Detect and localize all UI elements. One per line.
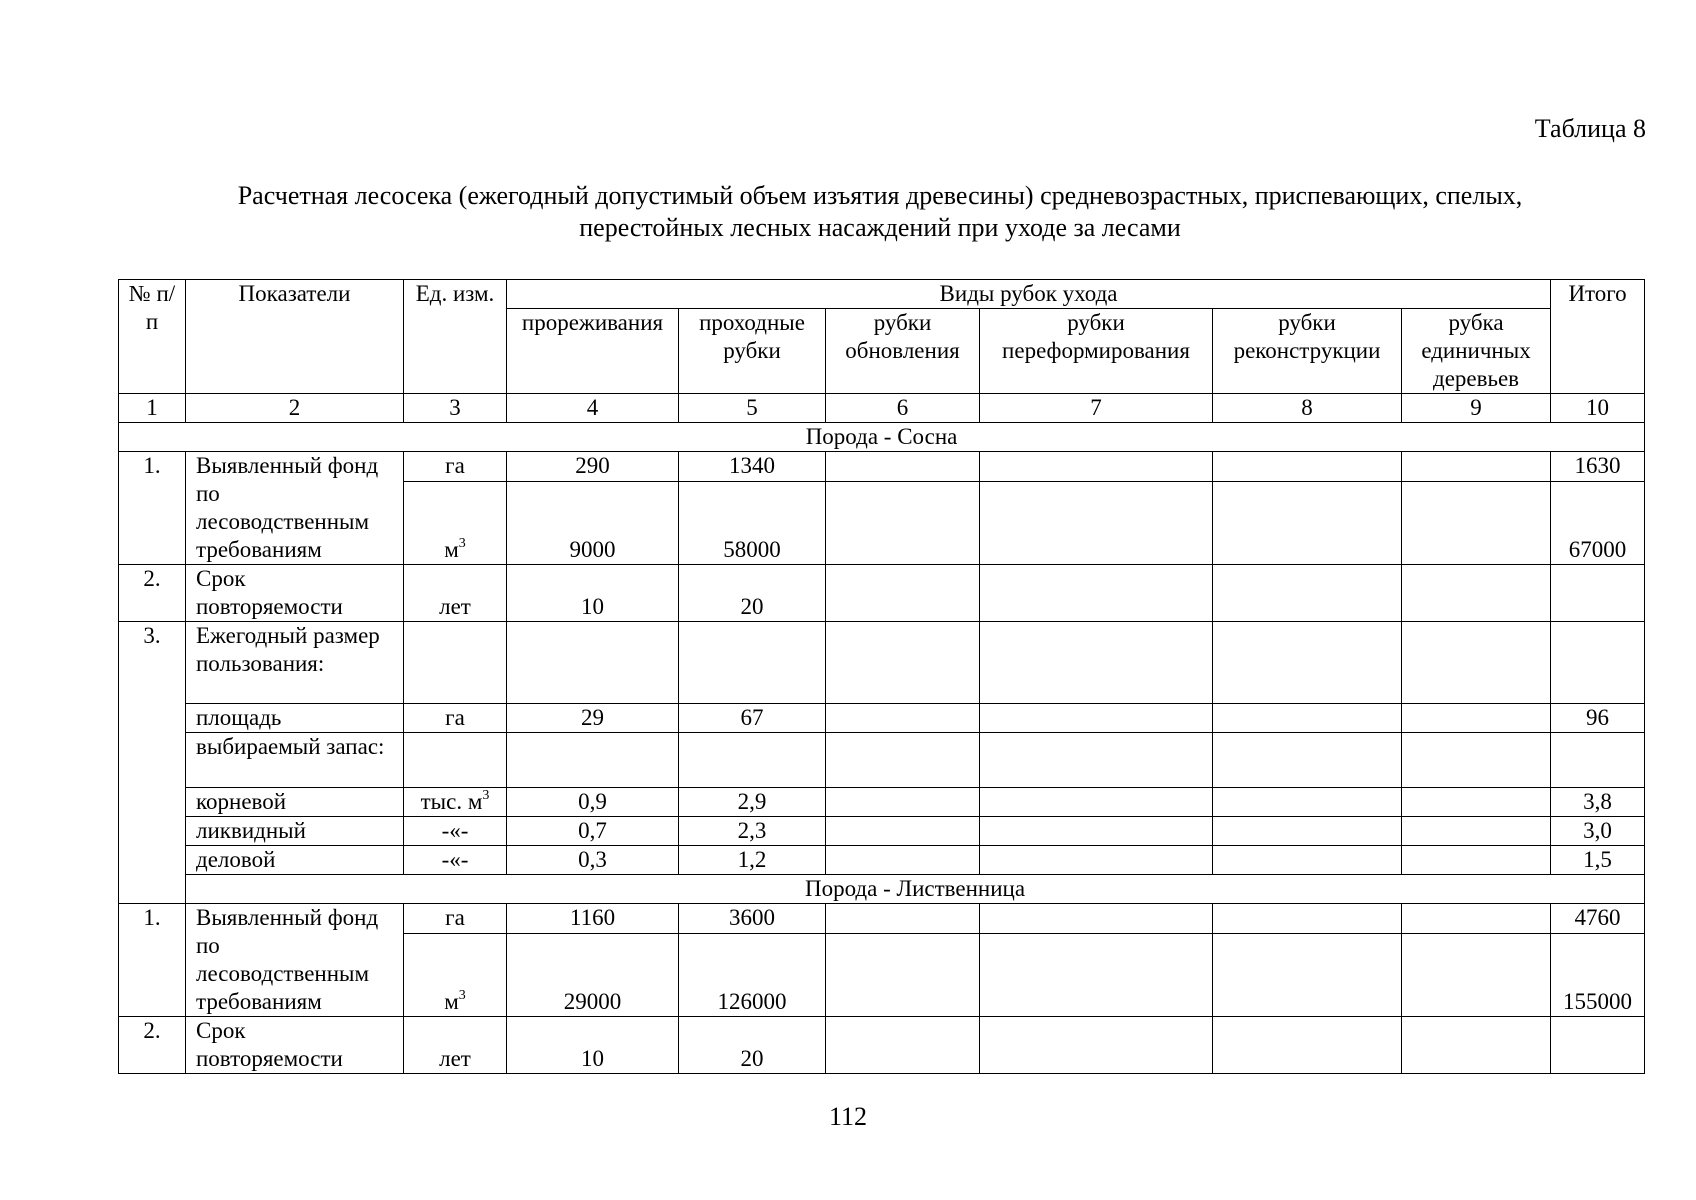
row-label: площадь — [186, 704, 404, 733]
cell-col-4: 9000 — [507, 482, 679, 565]
table-row — [119, 452, 1645, 482]
col-number: 3 — [404, 394, 507, 423]
cell-empty — [980, 482, 1213, 565]
cell-empty — [404, 622, 507, 704]
cell-col-5: 126000 — [679, 934, 826, 1017]
cell-empty — [1551, 733, 1645, 788]
header-num: № п/п — [119, 280, 186, 394]
header-col-8: рубки реконструкции — [1213, 309, 1402, 394]
cell-empty — [1551, 1017, 1645, 1074]
row-label: Выявленный фонд по лесоводственным требованиям — [186, 904, 404, 1017]
col-number: 2 — [186, 394, 404, 423]
cell-unit — [404, 934, 507, 1017]
unit-text: тыс. м — [420, 789, 483, 814]
cell-unit: -«- — [404, 846, 507, 875]
table-row — [119, 817, 1645, 846]
header-col-4: прореживания — [507, 309, 679, 394]
section-header-pine — [119, 423, 1645, 452]
header-col-6: рубки обновления — [826, 309, 980, 394]
cell-col-5: 3600 — [679, 904, 826, 934]
cell-empty — [1213, 1017, 1402, 1074]
cell-empty — [1213, 704, 1402, 733]
header-row-1 — [119, 280, 1645, 309]
cell-empty — [1402, 482, 1551, 565]
cell-col-5: 2,3 — [679, 817, 826, 846]
unit-superscript: 3 — [458, 536, 466, 551]
cell-unit — [404, 482, 507, 565]
cell-empty — [980, 704, 1213, 733]
cell-empty — [980, 934, 1213, 1017]
row-num: 3. — [119, 622, 186, 904]
table-row — [119, 733, 1645, 788]
cell-empty — [507, 733, 679, 788]
cutting-table — [118, 279, 1645, 1074]
cell-empty — [980, 452, 1213, 482]
cell-col-5: 67 — [679, 704, 826, 733]
cell-total: 3,0 — [1551, 817, 1645, 846]
cell-empty — [1402, 733, 1551, 788]
row-label: Выявленный фонд по лесоводственным требованиям — [186, 452, 404, 565]
table-label: Таблица 8 — [1534, 114, 1646, 143]
row-label: Ежегодный размер пользования: — [186, 622, 404, 704]
cell-empty — [1213, 733, 1402, 788]
cell-empty — [1402, 846, 1551, 875]
cell-empty — [1551, 622, 1645, 704]
cell-total: 1,5 — [1551, 846, 1645, 875]
cell-empty — [980, 817, 1213, 846]
cell-empty — [980, 788, 1213, 817]
header-group: Виды рубок ухода — [507, 280, 1551, 309]
cell-empty — [826, 846, 980, 875]
cell-empty — [1213, 452, 1402, 482]
cell-empty — [1213, 934, 1402, 1017]
cell-empty — [826, 452, 980, 482]
cell-empty — [1213, 788, 1402, 817]
cell-total: 96 — [1551, 704, 1645, 733]
header-unit: Ед. изм. — [404, 280, 507, 394]
cell-empty — [826, 934, 980, 1017]
row-num: 2. — [119, 1017, 186, 1074]
cell-col-4: 0,9 — [507, 788, 679, 817]
cell-empty — [1213, 622, 1402, 704]
cell-unit: лет — [404, 565, 507, 622]
cell-total: 1630 — [1551, 452, 1645, 482]
cell-empty — [1213, 565, 1402, 622]
cell-empty — [826, 733, 980, 788]
table-row — [119, 904, 1645, 934]
cell-empty — [1402, 817, 1551, 846]
cell-col-4: 10 — [507, 565, 679, 622]
cell-unit: лет — [404, 1017, 507, 1074]
cell-col-4: 10 — [507, 1017, 679, 1074]
section-title: Порода - Сосна — [119, 423, 1645, 452]
cell-empty — [1213, 817, 1402, 846]
cell-col-4: 1160 — [507, 904, 679, 934]
cell-empty — [826, 565, 980, 622]
row-label: корневой — [186, 788, 404, 817]
cell-empty — [679, 622, 826, 704]
cell-total: 4760 — [1551, 904, 1645, 934]
section-header-larch — [119, 875, 1645, 904]
cell-empty — [1402, 934, 1551, 1017]
cell-col-4: 0,3 — [507, 846, 679, 875]
unit-superscript: 3 — [458, 988, 466, 1003]
cell-col-4: 29 — [507, 704, 679, 733]
cell-empty — [1402, 904, 1551, 934]
cell-empty — [980, 846, 1213, 875]
table-row — [119, 788, 1645, 817]
row-num: 1. — [119, 452, 186, 565]
cell-empty — [1402, 788, 1551, 817]
cell-col-4: 0,7 — [507, 817, 679, 846]
cell-unit: -«- — [404, 817, 507, 846]
cell-empty — [1402, 565, 1551, 622]
table-row — [119, 622, 1645, 704]
col-number: 1 — [119, 394, 186, 423]
cell-col-5: 20 — [679, 1017, 826, 1074]
table-row — [119, 565, 1645, 622]
cell-empty — [826, 817, 980, 846]
row-label: Срок повторяемости — [186, 565, 404, 622]
header-col-9: рубка единичных деревьев — [1402, 309, 1551, 394]
col-number: 10 — [1551, 394, 1645, 423]
table-row — [119, 846, 1645, 875]
row-label: Срок повторяемости — [186, 1017, 404, 1074]
column-number-row — [119, 394, 1645, 423]
row-num: 1. — [119, 904, 186, 1017]
cell-unit: га — [404, 904, 507, 934]
row-label: выбираемый запас: — [186, 733, 404, 788]
cell-empty — [1402, 452, 1551, 482]
cell-col-5: 20 — [679, 565, 826, 622]
cell-empty — [980, 904, 1213, 934]
cell-unit: га — [404, 704, 507, 733]
unit-superscript: 3 — [482, 788, 490, 803]
cell-empty — [679, 733, 826, 788]
cell-empty — [1213, 482, 1402, 565]
table-title — [150, 180, 1610, 244]
cell-empty — [826, 904, 980, 934]
cell-empty — [1402, 622, 1551, 704]
cell-empty — [507, 622, 679, 704]
cell-empty — [826, 704, 980, 733]
col-number: 6 — [826, 394, 980, 423]
cell-col-4: 290 — [507, 452, 679, 482]
cell-empty — [404, 733, 507, 788]
row-label: деловой — [186, 846, 404, 875]
cell-col-5: 2,9 — [679, 788, 826, 817]
cell-empty — [980, 1017, 1213, 1074]
page-number: 112 — [828, 1102, 868, 1131]
row-num: 2. — [119, 565, 186, 622]
cell-empty — [826, 788, 980, 817]
unit-text: м — [444, 989, 459, 1014]
cell-empty — [826, 482, 980, 565]
cell-empty — [1213, 846, 1402, 875]
cell-empty — [826, 622, 980, 704]
col-number: 5 — [679, 394, 826, 423]
title-line-2: перестойных лесных насаждений при уходе за лесами — [579, 213, 1181, 242]
table-row — [119, 1017, 1645, 1074]
table-row — [119, 704, 1645, 733]
col-number: 4 — [507, 394, 679, 423]
row-label: ликвидный — [186, 817, 404, 846]
cell-empty — [826, 1017, 980, 1074]
cell-empty — [980, 565, 1213, 622]
cell-empty — [1551, 565, 1645, 622]
header-col-7: рубки переформирования — [980, 309, 1213, 394]
header-col-5: проходные рубки — [679, 309, 826, 394]
col-number: 7 — [980, 394, 1213, 423]
header-total: Итого — [1551, 280, 1645, 394]
cell-col-4: 29000 — [507, 934, 679, 1017]
cell-empty — [1213, 904, 1402, 934]
cell-col-5: 1340 — [679, 452, 826, 482]
col-number: 8 — [1213, 394, 1402, 423]
cell-col-5: 58000 — [679, 482, 826, 565]
cell-total: 3,8 — [1551, 788, 1645, 817]
cell-empty — [980, 622, 1213, 704]
section-title: Порода - Лиственница — [186, 875, 1645, 904]
cell-unit: га — [404, 452, 507, 482]
cell-empty — [1402, 704, 1551, 733]
header-indicators: Показатели — [186, 280, 404, 394]
title-line-1: Расчетная лесосека (ежегодный допустимый объем изъятия древесины) средневозрастных, приспевающих, спелых, — [237, 181, 1523, 210]
cell-total: 67000 — [1551, 482, 1645, 565]
cell-col-5: 1,2 — [679, 846, 826, 875]
col-number: 9 — [1402, 394, 1551, 423]
cell-empty — [1402, 1017, 1551, 1074]
cell-total: 155000 — [1551, 934, 1645, 1017]
cell-empty — [980, 733, 1213, 788]
unit-text: м — [444, 537, 459, 562]
cell-unit — [404, 788, 507, 817]
